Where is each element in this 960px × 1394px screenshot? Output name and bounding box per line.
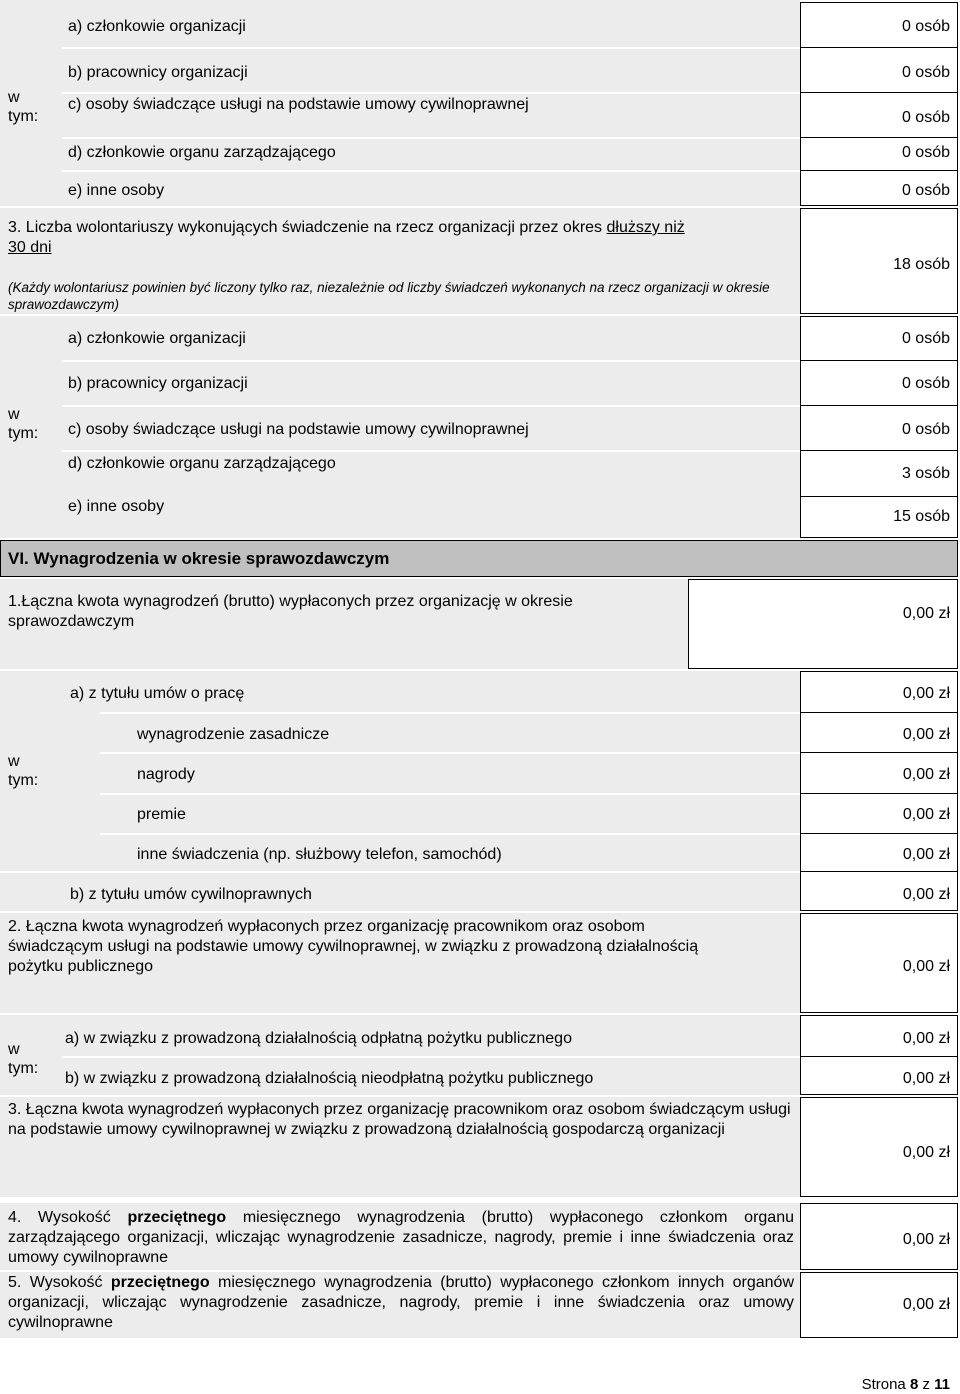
item3-row-e-value: 15 osób bbox=[893, 508, 950, 525]
pay2-value: 0,00 zł bbox=[902, 958, 950, 975]
top-row-c-label: c) osoby świadczące usługi na podstawie umowy cywilnoprawnej bbox=[68, 96, 529, 113]
item3-title bbox=[8, 218, 798, 258]
pay1-wtym-values-box bbox=[800, 671, 958, 911]
top-row-b-value: 0 osób bbox=[901, 64, 950, 81]
pay4-bold: przeciętnego bbox=[127, 1209, 227, 1226]
top-row-a-label: a) członkowie organizacji bbox=[68, 18, 246, 35]
top-row-d-value: 0 osób bbox=[901, 144, 950, 161]
pay1-b-value: 0,00 zł bbox=[902, 886, 950, 903]
pay1-sub-4-value: 0,00 zł bbox=[902, 846, 950, 863]
pay4-post: miesięcznego wynagrodzenia (brutto) wypłaconego członkom organu zarządzającego organizacji, wliczając wynagrodzenie zasadnicze, nagrody, premie i inne świadczenia oraz umowy cywilnoprawne bbox=[8, 1209, 794, 1266]
item3-title-underlined: dłuższy niż bbox=[606, 219, 685, 236]
item3-row-d-label: d) członkowie organu zarządzającego bbox=[68, 455, 336, 472]
pay1-sub-1-value: 0,00 zł bbox=[902, 726, 950, 743]
pay1-sub-2-value: 0,00 zł bbox=[902, 766, 950, 783]
pay3-value: 0,00 zł bbox=[902, 1144, 950, 1161]
pay1-w-tym-label bbox=[8, 752, 38, 790]
pay2-w-tym-label bbox=[8, 1040, 38, 1078]
pay1-sub-4-label: inne świadczenia (np. służbowy telefon, samochód) bbox=[137, 846, 502, 863]
pay4-value: 0,00 zł bbox=[902, 1231, 950, 1248]
footer-middle: z bbox=[918, 1376, 935, 1393]
item3-row-a-value: 0 osób bbox=[901, 330, 950, 347]
pay1-b-label: b) z tytułu umów cywilnoprawnych bbox=[70, 886, 312, 903]
footer-total: 11 bbox=[934, 1376, 950, 1393]
pay3-text: 3. Łączna kwota wynagrodzeń wypłaconych przez organizację pracownikom oraz osobom świadczącym usługi na podstawie umowy cywilnoprawnej w związku z prowadzoną działalnością gospodarczą organizacji bbox=[8, 1101, 791, 1138]
footer-page: 8 bbox=[909, 1376, 919, 1393]
pay1-sub-3-label: premie bbox=[137, 806, 186, 823]
item3-w-tym-label bbox=[8, 405, 38, 443]
item3-value: 18 osób bbox=[893, 256, 950, 273]
item3-row-b-value: 0 osób bbox=[901, 375, 950, 392]
item3-note: (Każdy wolontariusz powinien być liczony tylko raz, niezależnie od liczby świadczeń wykonanych na rzecz organizacji w okresie sprawozdawczym) bbox=[8, 280, 770, 312]
item3-title-prefix: 3. Liczba wolontariuszy wykonujących świadczenie na rzecz organizacji przez okres bbox=[8, 219, 607, 236]
pay2-w-tym-text: w tym: bbox=[8, 1041, 39, 1077]
item3-row-b-label: b) pracownicy organizacji bbox=[68, 375, 248, 392]
pay5-post: miesięcznego wynagrodzenia (brutto) wypłaconego członkom innych organów organizacji, wliczając wynagrodzenie zasadnicze, nagrody, premie i inne świadczenia oraz umowy cywilnoprawne bbox=[8, 1274, 794, 1331]
pay1-a-value: 0,00 zł bbox=[902, 685, 950, 702]
pay2-b-label: b) w związku z prowadzoną działalnością nieodpłatną pożytku publicznego bbox=[65, 1070, 594, 1087]
page-footer bbox=[862, 1376, 950, 1393]
item3-row-c-label: c) osoby świadczące usługi na podstawie umowy cywilnoprawnej bbox=[68, 421, 529, 438]
item3-w-tym-text: w tym: bbox=[8, 406, 39, 442]
top-row-b-label: b) pracownicy organizacji bbox=[68, 64, 248, 81]
pay1-value-box bbox=[688, 579, 958, 669]
pay5-text bbox=[8, 1273, 794, 1333]
item3-row-e-label: e) inne osoby bbox=[68, 498, 165, 515]
top-row-a-value: 0 osób bbox=[901, 18, 950, 35]
top-row-e-value: 0 osób bbox=[901, 182, 950, 199]
footer-prefix: Strona bbox=[861, 1376, 910, 1393]
item3-row-d-value: 3 osób bbox=[901, 465, 950, 482]
pay2-text: 2. Łączna kwota wynagrodzeń wypłaconych przez organizację pracownikom oraz osobom świadczącym usługi na podstawie umowy cywilnoprawnej, w związku z prowadzoną działalnością pożytku publicznego bbox=[8, 918, 699, 975]
pay5-value: 0,00 zł bbox=[902, 1296, 950, 1313]
w-tym-text: w tym: bbox=[8, 89, 39, 125]
top-row-e-label: e) inne osoby bbox=[68, 182, 165, 199]
pay1-w-tym-text: w tym: bbox=[8, 753, 39, 789]
section-vi-title: VI. Wynagrodzenia w okresie sprawozdawczym bbox=[8, 549, 390, 568]
item3-row-c-value: 0 osób bbox=[901, 421, 950, 438]
item3-row-a-label: a) członkowie organizacji bbox=[68, 330, 246, 347]
pay2-b-value: 0,00 zł bbox=[902, 1070, 950, 1087]
w-tym-label bbox=[8, 88, 38, 126]
pay4-pre: 4. Wysokość bbox=[8, 1209, 128, 1226]
pay1-text: 1.Łączna kwota wynagrodzeń (brutto) wypłaconych przez organizację w okresie sprawozdawczym bbox=[8, 593, 573, 630]
pay1-a-label: a) z tytułu umów o pracę bbox=[70, 685, 245, 702]
pay2-a-label: a) w związku z prowadzoną działalnością odpłatną pożytku publicznego bbox=[65, 1030, 572, 1047]
pay2-a-value: 0,00 zł bbox=[902, 1030, 950, 1047]
pay1-value: 0,00 zł bbox=[902, 605, 950, 622]
item3-title-line2: 30 dni bbox=[8, 239, 52, 256]
pay1-sub-2-label: nagrody bbox=[137, 766, 195, 783]
pay5-bold: przeciętnego bbox=[110, 1274, 210, 1291]
pay5-pre: 5. Wysokość bbox=[8, 1274, 111, 1291]
pay1-sub-1-label: wynagrodzenie zasadnicze bbox=[137, 726, 330, 743]
top-row-c-value: 0 osób bbox=[901, 109, 950, 126]
top-row-d-label: d) członkowie organu zarządzającego bbox=[68, 144, 336, 161]
pay1-sub-3-value: 0,00 zł bbox=[902, 806, 950, 823]
pay4-text bbox=[8, 1208, 794, 1268]
